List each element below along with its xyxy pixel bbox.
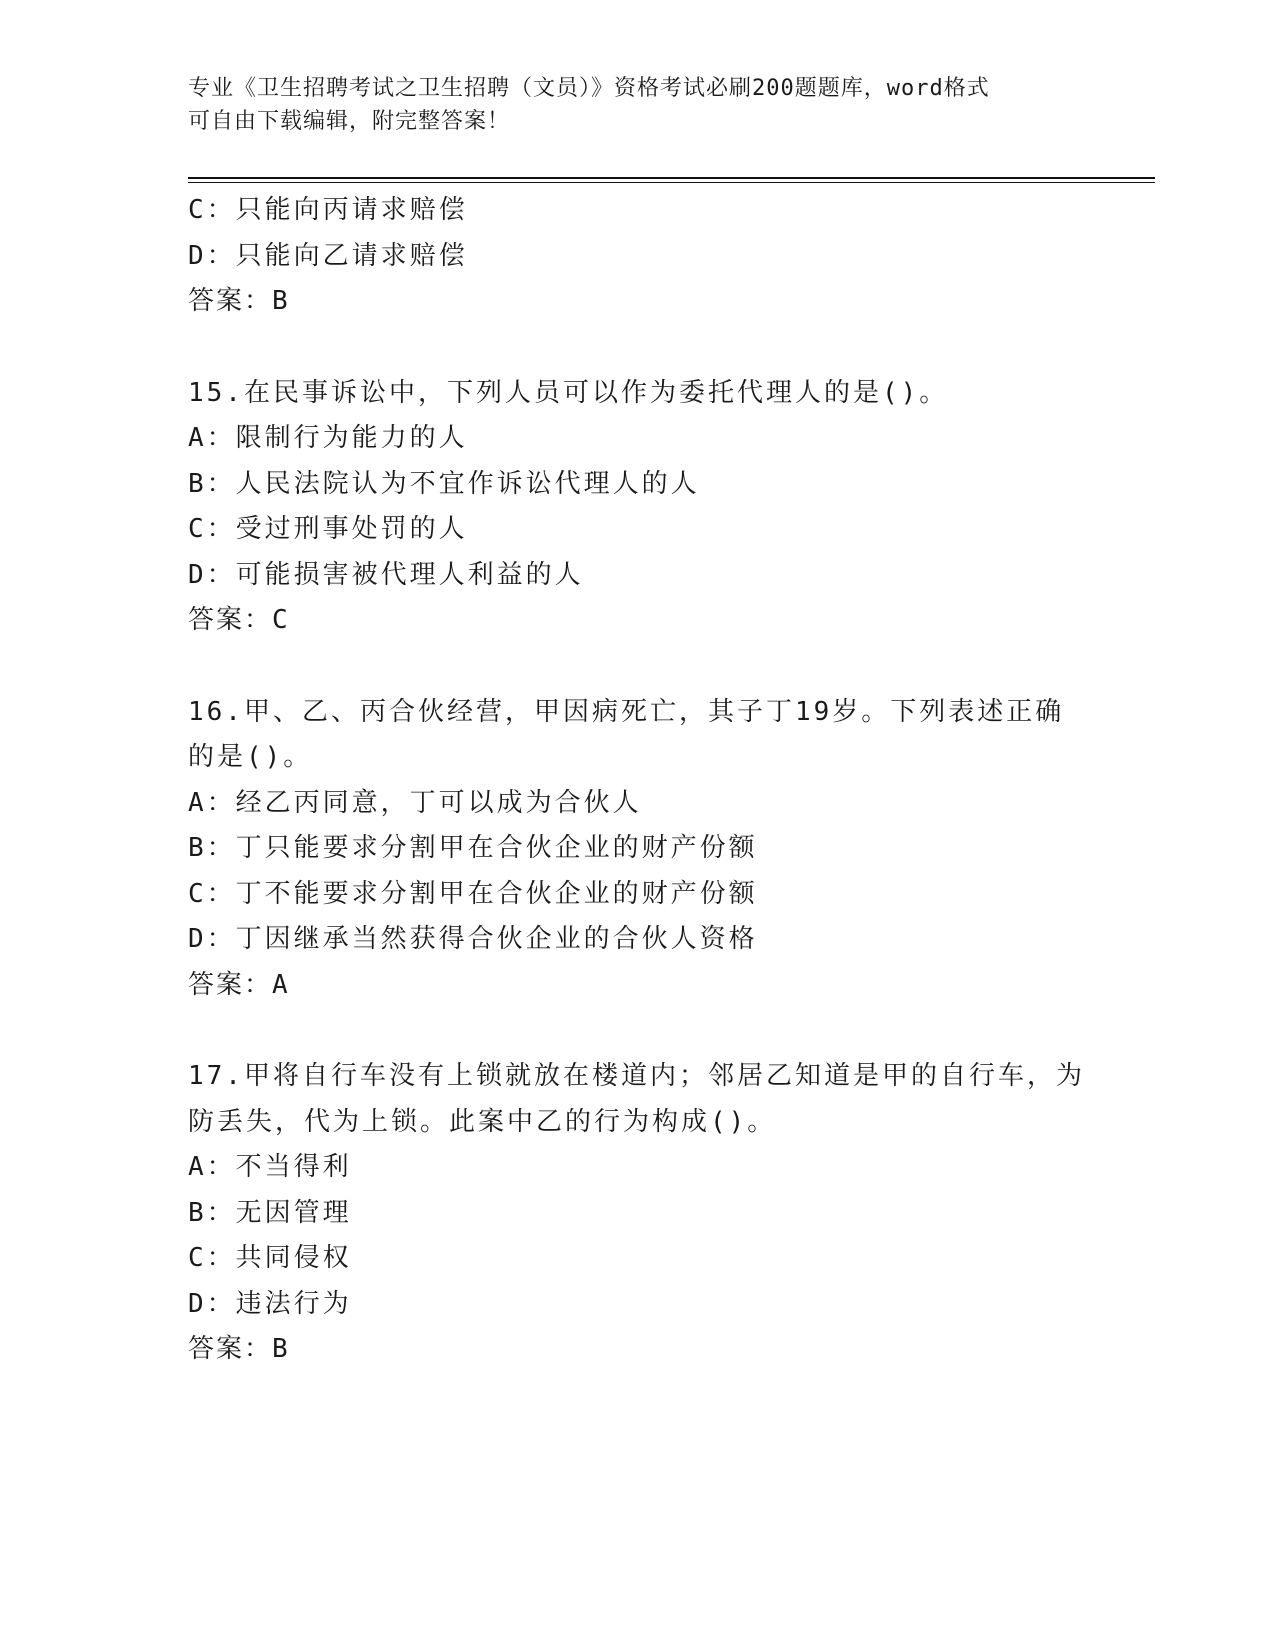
answer-line: 答案：B	[188, 286, 290, 316]
option-b: B：丁只能要求分割甲在合伙企业的财产份额	[188, 833, 758, 863]
question-stem: 15.在民事诉讼中，下列人员可以作为委托代理人的是()。	[188, 377, 949, 408]
header-divider-thick	[188, 177, 1155, 179]
previous-question-tail	[188, 188, 1088, 325]
spacer	[188, 325, 1088, 371]
question-stem-line2: 防丢失，代为上锁。此案中乙的行为构成()。	[188, 1106, 777, 1137]
question-17	[188, 1054, 1088, 1373]
answer-line: 答案：B	[188, 1334, 290, 1364]
option-a: A：不当得利	[188, 1152, 352, 1182]
document-header	[188, 72, 1088, 138]
question-16	[188, 690, 1088, 1009]
option-d: D：违法行为	[188, 1288, 352, 1319]
answer-line: 答案：C	[188, 605, 290, 635]
question-15	[188, 371, 1088, 644]
option-b: B：无因管理	[188, 1197, 352, 1228]
option-a: A：限制行为能力的人	[188, 423, 468, 453]
option-d: D：只能向乙请求赔偿	[188, 240, 468, 271]
option-c: C：丁不能要求分割甲在合伙企业的财产份额	[188, 878, 758, 909]
option-c: C：只能向丙请求赔偿	[188, 195, 468, 225]
option-b: B：人民法院认为不宜作诉讼代理人的人	[188, 468, 700, 499]
option-a: A：经乙丙同意，丁可以成为合伙人	[188, 787, 642, 818]
option-d: D：丁因继承当然获得合伙企业的合伙人资格	[188, 924, 758, 954]
option-d: D：可能损害被代理人利益的人	[188, 559, 584, 590]
answer-line: 答案：A	[188, 969, 290, 1000]
option-c: C：受过刑事处罚的人	[188, 514, 468, 544]
option-c: C：共同侵权	[188, 1243, 352, 1273]
spacer	[188, 1008, 1088, 1054]
header-title-line1: 专业《卫生招聘考试之卫生招聘（文员）》资格考试必刷200题题库，word格式	[188, 76, 990, 101]
question-stem-line2: 的是()。	[188, 742, 313, 772]
question-stem-line1: 16.甲、乙、丙合伙经营，甲因病死亡，其子丁19岁。下列表述正确	[188, 696, 1065, 727]
question-content	[188, 188, 1088, 1373]
header-divider-thin	[188, 182, 1155, 183]
spacer	[188, 644, 1088, 690]
question-stem-line1: 17.甲将自行车没有上锁就放在楼道内；邻居乙知道是甲的自行车，为	[188, 1061, 1085, 1091]
header-title-line2: 可自由下载编辑，附完整答案！	[188, 109, 511, 134]
